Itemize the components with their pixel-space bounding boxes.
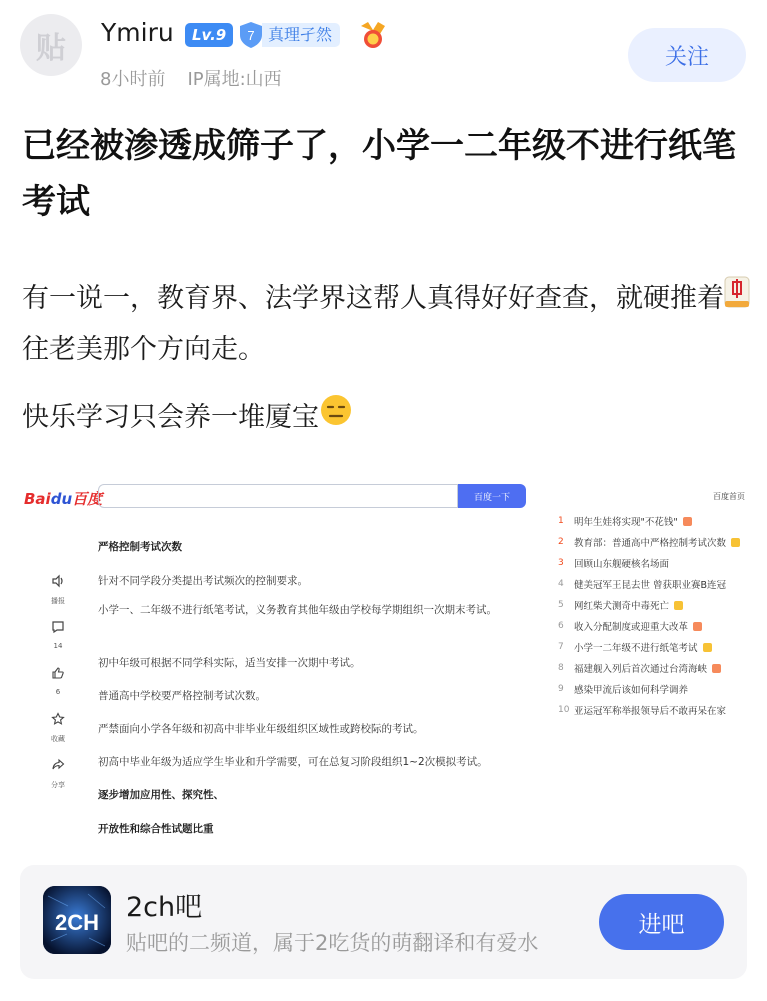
hot-list-item[interactable] xyxy=(558,535,740,549)
forum-description: 贴吧的二频道，属于2吃货的萌翻译和有爱水 xyxy=(126,931,539,955)
hot-list-item[interactable] xyxy=(558,619,702,633)
article-subheading: 开放性和综合性试题比重 xyxy=(98,823,214,835)
hot-title: 健美冠军王昆去世 曾获职业赛B连冠 xyxy=(574,580,727,591)
follow-button[interactable]: 关注 xyxy=(628,28,746,82)
hot-rank: 10 xyxy=(558,705,570,715)
article-line: 严禁面向小学各年级和初高中非毕业年级组织区域性或跨校际的考试。 xyxy=(98,723,424,735)
hot-title: 教育部：普通高中严格控制考试次数 xyxy=(574,538,727,549)
hot-list-item[interactable] xyxy=(558,598,683,612)
hot-rank: 8 xyxy=(558,663,564,673)
thumbs-up-icon xyxy=(51,666,65,680)
baidu-logo xyxy=(24,488,102,509)
paragraph-2-text: 快乐学习只会养一堆厦宝 xyxy=(22,402,319,433)
level-number: 7 xyxy=(247,28,255,43)
paragraph-1-text: 有一说一，教育界、法学界这帮人真得好好查查，就硬推着 xyxy=(22,283,724,314)
hot-list-item[interactable] xyxy=(558,556,669,570)
enter-forum-button[interactable]: 进吧 xyxy=(599,894,724,950)
level-badge: Lv.9 xyxy=(185,23,233,47)
baidu-logo-part-1: Bai xyxy=(24,490,51,508)
medal-icon xyxy=(357,20,389,50)
hot-rank: 4 xyxy=(558,579,564,589)
baidu-home-link[interactable]: 百度首页 xyxy=(713,492,745,501)
baidu-search-button[interactable]: 百度一下 xyxy=(458,484,526,508)
hot-title: 回顾山东舰硬核名场面 xyxy=(574,559,670,570)
avatar-placeholder-glyph: 贴 xyxy=(36,31,66,66)
side-action-comment[interactable] xyxy=(48,620,68,666)
article-heading: 严格控制考试次数 xyxy=(98,541,182,553)
side-action-like[interactable] xyxy=(48,666,68,712)
hot-tag-icon xyxy=(731,538,740,547)
comment-icon xyxy=(51,620,65,634)
embedded-screenshot[interactable] xyxy=(18,474,755,850)
hot-rank: 2 xyxy=(558,537,564,547)
side-action-favorite[interactable] xyxy=(48,712,68,758)
post-paragraph-1 xyxy=(22,274,752,375)
post-meta xyxy=(100,65,304,91)
member-level-badge xyxy=(236,21,340,49)
article-line: 初高中毕业年级为适应学生毕业和升学需要，可在总复习阶段组织1~2次模拟考试。 xyxy=(98,756,488,768)
forum-logo-text: 2CH xyxy=(54,910,100,935)
hot-tag-icon xyxy=(712,664,721,673)
paragraph-1-text-end: 往老美那个方向走。 xyxy=(22,333,265,365)
hot-rank: 1 xyxy=(558,516,564,526)
hot-tag-icon xyxy=(683,517,692,526)
hot-rank: 7 xyxy=(558,642,564,652)
hot-title: 福建舰入列后首次通过台湾海峡 xyxy=(574,664,708,675)
article-subheading: 逐步增加应用性、探究性、 xyxy=(98,789,224,801)
hot-rank: 5 xyxy=(558,600,564,610)
mahjong-red-dragon-icon xyxy=(724,275,750,325)
forum-logo xyxy=(43,886,111,954)
hot-rank: 3 xyxy=(558,558,564,568)
forum-name[interactable]: 2ch吧 xyxy=(126,892,203,923)
post-paragraph-2 xyxy=(22,393,752,444)
post-title: 已经被渗透成筛子了，小学一二年级不进行纸笔考试 xyxy=(22,126,736,222)
hot-title: 明年生娃将实现"不花钱" xyxy=(574,517,678,528)
star-icon xyxy=(51,712,65,726)
share-icon xyxy=(51,758,65,772)
hot-tag-icon xyxy=(703,643,712,652)
hot-list-item[interactable] xyxy=(558,577,726,591)
hot-list-item[interactable] xyxy=(558,703,726,717)
username[interactable]: Ymiru xyxy=(101,18,174,47)
side-action-label: 分享 xyxy=(51,781,65,789)
hot-title: 亚运冠军称举报领导后不敢再呆在家 xyxy=(574,706,727,717)
baidu-search-input[interactable] xyxy=(98,484,458,508)
expressionless-face-icon xyxy=(319,393,353,444)
side-action-label: 播报 xyxy=(51,597,65,605)
hot-tag-icon xyxy=(693,622,702,631)
avatar[interactable] xyxy=(20,14,82,76)
hot-title: 感染甲流后该如何科学调养 xyxy=(574,685,689,696)
side-action-label: 14 xyxy=(53,642,63,650)
baidu-logo-part-2: du xyxy=(50,490,73,508)
baidu-logo-part-3: 百度 xyxy=(72,490,103,508)
side-action-share[interactable] xyxy=(48,758,68,804)
hot-tag-icon xyxy=(674,601,683,610)
article-line: 小学一、二年级不进行纸笔考试，义务教育其他年级由学校每学期组织一次期末考试。 xyxy=(98,604,497,616)
article-line: 针对不同学段分类提出考试频次的控制要求。 xyxy=(98,575,308,587)
hot-list-item[interactable] xyxy=(558,640,712,654)
hot-title: 小学一二年级不进行纸笔考试 xyxy=(574,643,698,654)
post-time: 8小时前 xyxy=(100,69,166,90)
hot-list-item[interactable] xyxy=(558,661,721,675)
hot-rank: 6 xyxy=(558,621,564,631)
side-action-listen[interactable] xyxy=(48,574,68,620)
speaker-icon xyxy=(51,574,65,588)
hot-title: 收入分配制度或迎重大改革 xyxy=(574,622,689,633)
hot-list-item[interactable] xyxy=(558,514,692,528)
hot-title: 网红柴犬测奇中毒死亡 xyxy=(574,601,670,612)
article-line: 初中年级可根据不同学科实际，适当安排一次期中考试。 xyxy=(98,657,361,669)
side-action-label: 收藏 xyxy=(51,735,65,743)
hot-rank: 9 xyxy=(558,684,564,694)
article-line: 普通高中学校要严格控制考试次数。 xyxy=(98,690,266,702)
side-action-bar xyxy=(48,574,68,804)
level-name: 真理孑然 xyxy=(262,23,340,47)
side-action-label: 6 xyxy=(55,688,61,696)
hot-list-item[interactable] xyxy=(558,682,688,696)
ip-location: IP属地:山西 xyxy=(187,69,282,90)
